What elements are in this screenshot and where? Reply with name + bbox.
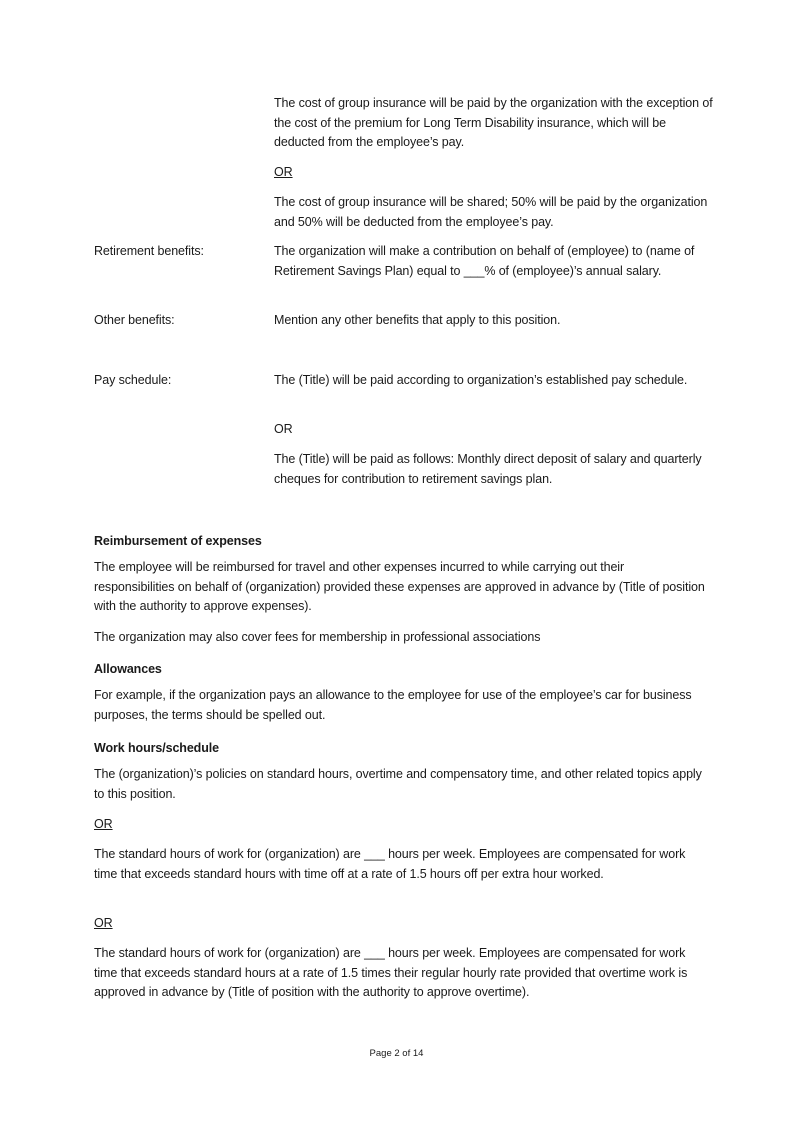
reimbursement-paragraph-2: The organization may also cover fees for membership in professional associations: [94, 630, 541, 644]
insurance-or: OR: [274, 165, 293, 179]
pay-schedule-or: OR: [274, 422, 293, 436]
reimbursement-paragraph-1: The employee will be reimbursed for travel and other expenses incurred to while carrying out their responsibilities on behalf of (organization) provided these expenses are approved in advance by (Title of position with the authority to approve expenses).: [94, 560, 705, 614]
work-hours-or-1: OR: [94, 817, 113, 831]
work-hours-heading: Work hours/schedule: [94, 741, 219, 755]
allowances-heading: Allowances: [94, 662, 162, 676]
reimbursement-heading: Reimbursement of expenses: [94, 534, 262, 548]
allowances-paragraph: For example, if the organization pays an allowance to the employee for use of the employee’s car for business purposes, the terms should be spelled out.: [94, 688, 692, 722]
retirement-benefits-text: The organization will make a contribution on behalf of (employee) to (name of Retirement Savings Plan) equal to ___% of (employee)’s annual salary.: [274, 244, 695, 278]
pay-schedule-text-2: The (Title) will be paid as follows: Monthly direct deposit of salary and quarterly cheques for contribution to retirement savings plan.: [274, 452, 702, 486]
retirement-benefits-label: Retirement benefits:: [94, 244, 204, 258]
pay-schedule-label: Pay schedule:: [94, 373, 172, 387]
work-hours-paragraph-2: The standard hours of work for (organization) are ___ hours per week. Employees are compensated for work time that exceeds standard hours with time off at a rate of 1.5 hours off per extra hour worked.: [94, 847, 686, 881]
work-hours-paragraph-1: The (organization)’s policies on standard hours, overtime and compensatory time, and other related topics apply to this position.: [94, 767, 702, 801]
work-hours-or-2: OR: [94, 916, 113, 930]
insurance-paragraph-1: The cost of group insurance will be paid by the organization with the exception of the cost of the premium for Long Term Disability insurance, which will be deducted from the employee’s pay.: [274, 96, 713, 150]
pay-schedule-text-1: The (Title) will be paid according to organization’s established pay schedule.: [274, 373, 688, 387]
insurance-paragraph-2: The cost of group insurance will be shared; 50% will be paid by the organization and 50% will be deducted from the employee’s pay.: [274, 195, 708, 229]
page-number: Page 2 of 14: [369, 1048, 424, 1059]
work-hours-paragraph-3: The standard hours of work for (organization) are ___ hours per week. Employees are compensated for work time that exceeds standard hours at a rate of 1.5 times their regular hourly rate provided that overtime work is approved in advance by (Title of position with the authority to approve overtime).: [94, 946, 688, 1000]
other-benefits-text: Mention any other benefits that apply to this position.: [274, 313, 561, 327]
other-benefits-label: Other benefits:: [94, 313, 175, 327]
